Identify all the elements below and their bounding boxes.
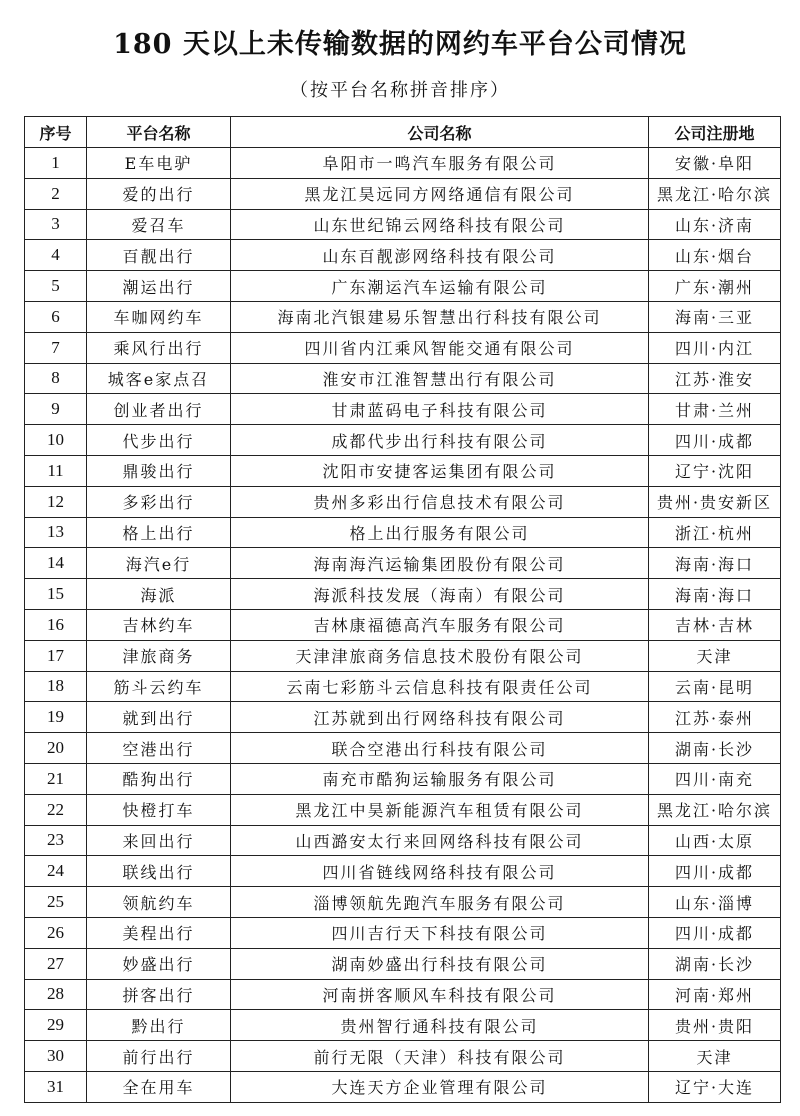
row-index: 19	[25, 702, 87, 733]
registration-place: 四川·成都	[649, 425, 781, 456]
row-index: 3	[25, 209, 87, 240]
platform-name: 来回出行	[87, 825, 231, 856]
registration-place: 天津	[649, 1041, 781, 1072]
table-row	[25, 455, 781, 486]
registration-place: 海南·海口	[649, 579, 781, 610]
platform-name: 酷狗出行	[87, 763, 231, 794]
row-index: 4	[25, 240, 87, 271]
registration-place: 广东·潮州	[649, 271, 781, 302]
company-name: 湖南妙盛出行科技有限公司	[231, 948, 649, 979]
company-name: 淄博领航先跑汽车服务有限公司	[231, 887, 649, 918]
table-row	[25, 178, 781, 209]
company-name: 格上出行服务有限公司	[231, 517, 649, 548]
registration-place: 山东·淄博	[649, 887, 781, 918]
table-row	[25, 271, 781, 302]
registration-place: 吉林·吉林	[649, 609, 781, 640]
registration-place: 贵州·贵阳	[649, 1010, 781, 1041]
table-header	[25, 117, 781, 148]
row-index: 14	[25, 548, 87, 579]
table-row	[25, 148, 781, 179]
row-index: 15	[25, 579, 87, 610]
registration-place: 山西·太原	[649, 825, 781, 856]
row-index: 8	[25, 363, 87, 394]
company-name: 山西潞安太行来回网络科技有限公司	[231, 825, 649, 856]
company-name: 黑龙江中昊新能源汽车租赁有限公司	[231, 794, 649, 825]
row-index: 29	[25, 1010, 87, 1041]
company-name: 河南拼客顺风车科技有限公司	[231, 979, 649, 1010]
platform-name: 多彩出行	[87, 486, 231, 517]
table-row	[25, 609, 781, 640]
table-row	[25, 579, 781, 610]
platform-name: 前行出行	[87, 1041, 231, 1072]
table-row	[25, 240, 781, 271]
row-index: 21	[25, 763, 87, 794]
row-index: 13	[25, 517, 87, 548]
platform-name: 联线出行	[87, 856, 231, 887]
table-row	[25, 1071, 781, 1102]
company-name: 天津津旅商务信息技术股份有限公司	[231, 640, 649, 671]
company-name: 沈阳市安捷客运集团有限公司	[231, 455, 649, 486]
registration-place: 辽宁·沈阳	[649, 455, 781, 486]
document-subtitle: （按平台名称拼音排序）	[290, 80, 510, 101]
platform-name: 拼客出行	[87, 979, 231, 1010]
document-title: 180 天以上未传输数据的网约车平台公司情况	[113, 29, 687, 60]
table-row	[25, 332, 781, 363]
registration-place: 山东·济南	[649, 209, 781, 240]
company-name: 四川吉行天下科技有限公司	[231, 917, 649, 948]
registration-place: 山东·烟台	[649, 240, 781, 271]
platform-name: 海汽e行	[87, 548, 231, 579]
company-name: 前行无限（天津）科技有限公司	[231, 1041, 649, 1072]
table-row	[25, 486, 781, 517]
row-index: 17	[25, 640, 87, 671]
header-company-name: 公司名称	[231, 117, 649, 148]
company-name: 海南海汽运输集团股份有限公司	[231, 548, 649, 579]
row-index: 31	[25, 1071, 87, 1102]
platform-name: 代步出行	[87, 425, 231, 456]
company-name: 山东世纪锦云网络科技有限公司	[231, 209, 649, 240]
table-row	[25, 363, 781, 394]
registration-place: 湖南·长沙	[649, 733, 781, 764]
company-name: 吉林康福德高汽车服务有限公司	[231, 609, 649, 640]
row-index: 27	[25, 948, 87, 979]
table-row	[25, 733, 781, 764]
row-index: 18	[25, 671, 87, 702]
row-index: 20	[25, 733, 87, 764]
table-body	[25, 148, 781, 1103]
platform-name: 吉林约车	[87, 609, 231, 640]
platform-name: 黔出行	[87, 1010, 231, 1041]
platform-name: 车咖网约车	[87, 301, 231, 332]
registration-place: 江苏·泰州	[649, 702, 781, 733]
platform-name: 城客e家点召	[87, 363, 231, 394]
company-name: 山东百靓澎网络科技有限公司	[231, 240, 649, 271]
company-name: 淮安市江淮智慧出行有限公司	[231, 363, 649, 394]
row-index: 10	[25, 425, 87, 456]
registration-place: 辽宁·大连	[649, 1071, 781, 1102]
company-name: 四川省链线网络科技有限公司	[231, 856, 649, 887]
platform-name: 海派	[87, 579, 231, 610]
platform-table-container	[24, 116, 780, 1103]
table-row	[25, 425, 781, 456]
registration-place: 湖南·长沙	[649, 948, 781, 979]
registration-place: 海南·三亚	[649, 301, 781, 332]
platform-name: 领航约车	[87, 887, 231, 918]
registration-place: 河南·郑州	[649, 979, 781, 1010]
registration-place: 浙江·杭州	[649, 517, 781, 548]
table-row	[25, 794, 781, 825]
platform-name: 乘风行出行	[87, 332, 231, 363]
row-index: 7	[25, 332, 87, 363]
company-name: 贵州多彩出行信息技术有限公司	[231, 486, 649, 517]
registration-place: 江苏·淮安	[649, 363, 781, 394]
company-name: 大连天方企业管理有限公司	[231, 1071, 649, 1102]
registration-place: 云南·昆明	[649, 671, 781, 702]
company-name: 南充市酷狗运输服务有限公司	[231, 763, 649, 794]
row-index: 25	[25, 887, 87, 918]
row-index: 1	[25, 148, 87, 179]
platform-name: 美程出行	[87, 917, 231, 948]
table-header-row	[25, 117, 781, 148]
table-row	[25, 763, 781, 794]
row-index: 12	[25, 486, 87, 517]
row-index: 5	[25, 271, 87, 302]
table-row	[25, 825, 781, 856]
row-index: 23	[25, 825, 87, 856]
company-name: 海南北汽银建易乐智慧出行科技有限公司	[231, 301, 649, 332]
row-index: 28	[25, 979, 87, 1010]
row-index: 24	[25, 856, 87, 887]
table-row	[25, 979, 781, 1010]
platform-name: 津旅商务	[87, 640, 231, 671]
registration-place: 四川·成都	[649, 856, 781, 887]
row-index: 11	[25, 455, 87, 486]
company-name: 甘肃蓝码电子科技有限公司	[231, 394, 649, 425]
row-index: 26	[25, 917, 87, 948]
registration-place: 天津	[649, 640, 781, 671]
table-row	[25, 948, 781, 979]
table-row	[25, 1041, 781, 1072]
row-index: 22	[25, 794, 87, 825]
registration-place: 四川·内江	[649, 332, 781, 363]
row-index: 16	[25, 609, 87, 640]
table-row	[25, 1010, 781, 1041]
company-name: 阜阳市一鸣汽车服务有限公司	[231, 148, 649, 179]
company-name: 海派科技发展（海南）有限公司	[231, 579, 649, 610]
registration-place: 甘肃·兰州	[649, 394, 781, 425]
header-index: 序号	[25, 117, 87, 148]
platform-name: 潮运出行	[87, 271, 231, 302]
platform-name: 空港出行	[87, 733, 231, 764]
platform-name: 创业者出行	[87, 394, 231, 425]
table-row	[25, 917, 781, 948]
platform-name: 百靓出行	[87, 240, 231, 271]
table-row	[25, 548, 781, 579]
table-row	[25, 640, 781, 671]
table-row	[25, 671, 781, 702]
company-name: 四川省内江乘风智能交通有限公司	[231, 332, 649, 363]
registration-place: 海南·海口	[649, 548, 781, 579]
platform-name: 筋斗云约车	[87, 671, 231, 702]
table-row	[25, 301, 781, 332]
table-row	[25, 209, 781, 240]
company-name: 联合空港出行科技有限公司	[231, 733, 649, 764]
table-row	[25, 856, 781, 887]
table-row	[25, 517, 781, 548]
registration-place: 黑龙江·哈尔滨	[649, 178, 781, 209]
platform-name: 妙盛出行	[87, 948, 231, 979]
row-index: 6	[25, 301, 87, 332]
platform-name: 爱召车	[87, 209, 231, 240]
registration-place: 贵州·贵安新区	[649, 486, 781, 517]
platform-name: 鼎骏出行	[87, 455, 231, 486]
registration-place: 安徽·阜阳	[649, 148, 781, 179]
platform-name: 全在用车	[87, 1071, 231, 1102]
table-row	[25, 702, 781, 733]
row-index: 30	[25, 1041, 87, 1072]
platform-name: 快橙打车	[87, 794, 231, 825]
company-name: 江苏就到出行网络科技有限公司	[231, 702, 649, 733]
company-name: 黑龙江昊远同方网络通信有限公司	[231, 178, 649, 209]
row-index: 9	[25, 394, 87, 425]
company-name: 云南七彩筋斗云信息科技有限责任公司	[231, 671, 649, 702]
registration-place: 四川·南充	[649, 763, 781, 794]
header-registration-place: 公司注册地	[649, 117, 781, 148]
platform-name: 爱的出行	[87, 178, 231, 209]
platform-table	[24, 116, 781, 1103]
row-index: 2	[25, 178, 87, 209]
platform-name: 格上出行	[87, 517, 231, 548]
company-name: 贵州智行通科技有限公司	[231, 1010, 649, 1041]
company-name: 成都代步出行科技有限公司	[231, 425, 649, 456]
platform-name: 就到出行	[87, 702, 231, 733]
registration-place: 四川·成都	[649, 917, 781, 948]
header-platform-name: 平台名称	[87, 117, 231, 148]
company-name: 广东潮运汽车运输有限公司	[231, 271, 649, 302]
table-row	[25, 394, 781, 425]
registration-place: 黑龙江·哈尔滨	[649, 794, 781, 825]
platform-name: E车电驴	[87, 148, 231, 179]
table-row	[25, 887, 781, 918]
